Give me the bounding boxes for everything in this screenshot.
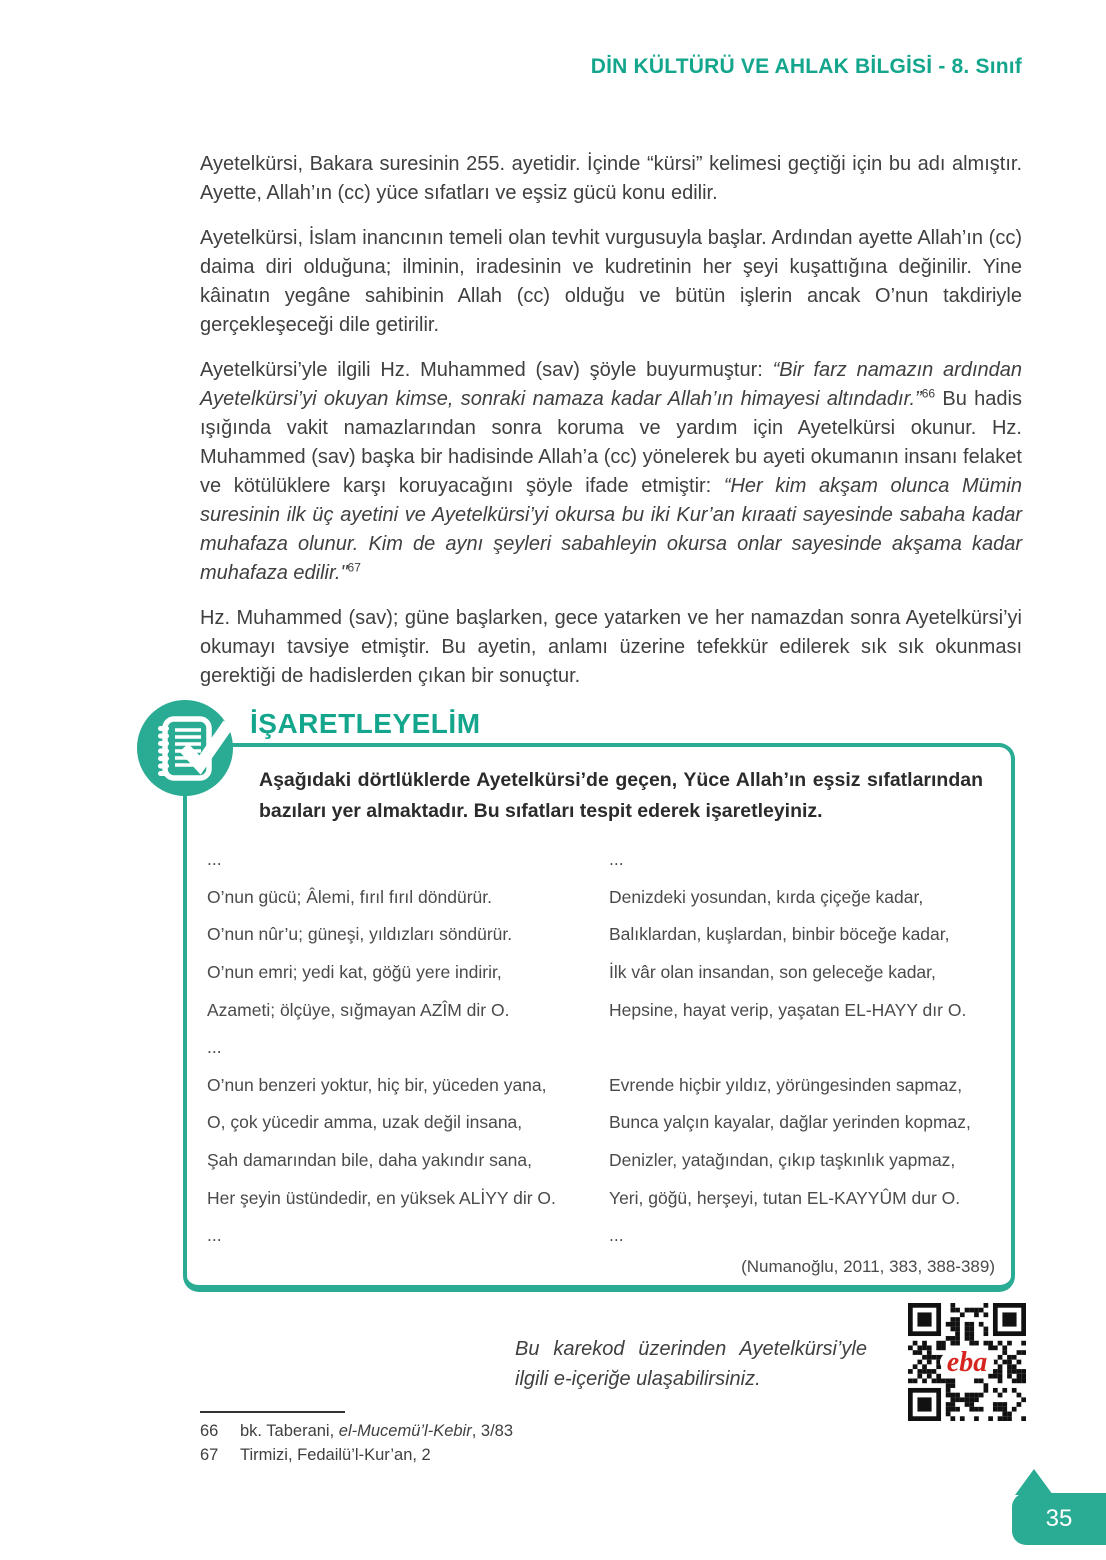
poem-line: ... (207, 849, 222, 870)
poem-line: Denizdeki yosundan, kırda çiçeğe kadar, (609, 886, 924, 907)
paragraph-3 (200, 356, 1022, 588)
activity-section (137, 700, 1015, 1292)
activity-title: İŞARETLEYELİM (250, 708, 481, 739)
qr-code (908, 1303, 1026, 1421)
page-number: 35 (1045, 1505, 1073, 1532)
footnotes (200, 1419, 513, 1467)
eba-logo: eba (946, 1347, 988, 1378)
poem-line: Balıklardan, kuşlardan, binbir böceğe kadar, (609, 924, 950, 945)
poem-line: Şah damarından bile, daha yakındır sana, (207, 1150, 532, 1171)
poem-line: O, çok yücedir amma, uzak değil insana, (207, 1112, 523, 1133)
paragraph-3-middle: Bu hadis ışığında vakit namazlarından sonra koruma ve yardım için Ayetelkürsi okunur. Hz. Muhammed (sav) başka bir hadisinde Allah’a (cc) yönelerek bu ayeti okumanın insanı felaket ve kötülüklere karşı koruyacağını şöyle ifade etmiştir: (200, 388, 1022, 497)
poem-line: Yeri, göğü, herşeyi, tutan EL-KAYYÛM dur O. (609, 1187, 961, 1208)
poem-line: Denizler, yatağından, çıkıp taşkınlık yapmaz, (609, 1150, 956, 1171)
activity-box (183, 743, 1015, 1292)
poem-column-left (207, 841, 609, 1255)
poem-line: O’nun emri; yedi kat, göğü yere indirir, (207, 962, 502, 983)
footnote-divider (200, 1411, 345, 1413)
footnote-66-source: el-Mucemü’l-Kebir (338, 1422, 472, 1440)
poem-citation: (Numanoğlu, 2011, 383, 388-389) (741, 1257, 995, 1276)
poem-line: ... (609, 1225, 624, 1246)
activity-instruction: Aşağıdaki dörtlüklerde Ayetelkürsi’de geçen, Yüce Allah’ın eşsiz sıfatlarından bazıları yer almaktadır. Bu sıfatları tespit ederek işaretleyiniz. (259, 769, 983, 822)
poem-line (609, 1029, 1011, 1067)
paragraph-1: Ayetelkürsi, Bakara suresinin 255. ayetidir. İçinde “kürsi” kelimesi geçtiği için bu adı almıştır. Ayette, Allah’ın (cc) yüce sıfatları ve eşsiz gücü konu edilir. (200, 153, 1022, 204)
footnote-67-text: Tirmizi, Fedailü’l-Kur’an, 2 (240, 1446, 431, 1464)
footnote-66-pages: , 3/83 (471, 1422, 514, 1440)
hadith-quote-2: “Her kim akşam olunca Mümin suresinin ilk üç ayetini ve Ayetelkürsi’yi okursa bu iki Kur’an kıraati sayesinde sabaha kadar muhafaza olunur. Kim de aynı şeyleri sabahleyin okursa onlar sayesinde akşama kadar muhafaza edilir." (200, 475, 1022, 584)
poem-line: Bunca yalçın kayalar, dağlar yerinden kopmaz, (609, 1112, 971, 1133)
poem-line: ... (609, 849, 624, 870)
paragraph-3-intro: Ayetelkürsi’yle ilgili Hz. Muhammed (sav) şöyle buyurmuştur: (200, 359, 773, 381)
footnote-66 (200, 1419, 513, 1443)
poem-line: ... (207, 1225, 222, 1246)
poem-line: Evrende hiçbir yıldız, yörüngesinden sapmaz, (609, 1074, 963, 1095)
poem-line: ... (207, 1037, 222, 1058)
footnote-67-number: 67 (200, 1446, 219, 1464)
footnote-ref-67: 67 (347, 560, 361, 575)
hadith-quote-1: “Bir farz namazın ardından Ayetelkürsi’yi okuyan kimse, sonraki namaza kadar Allah’ın himayesi altındadır.” (200, 359, 1022, 410)
paragraph-2: Ayetelkürsi, İslam inancının temeli olan tevhit vurgusuyla başlar. Ardından ayette Allah’ın (cc) daima diri olduğuna; ilminin, iradesinin ve kudretinin her şeyi kuşattığına değinilir. Yine kâinatın yegâne sahibinin Allah (cc) olduğu ve bütün işlerin ancak O’nun takdiriyle gerçekleşeceği dile getirilir. (200, 227, 1022, 336)
poem-line: İlk vâr olan insandan, son geleceğe kadar, (609, 962, 936, 983)
body-text (200, 150, 1022, 707)
footnote-ref-66: 66 (921, 386, 936, 401)
poem-line: O’nun gücü; Âlemi, fırıl fırıl döndürür. (207, 886, 492, 907)
poem-line: Hepsine, hayat verip, yaşatan EL-HAYY dır O. (609, 999, 967, 1020)
poem-columns (207, 841, 1011, 1255)
poem-line: O’nun benzeri yoktur, hiç bir, yüceden yana, (207, 1074, 547, 1095)
qr-caption: Bu karekod üzerinden Ayetelkürsi’yle ilgili e-içeriğe ulaşabilirsiniz. (515, 1338, 867, 1390)
paragraph-4: Hz. Muhammed (sav); güne başlarken, gece yatarken ve her namazdan sonra Ayetelkürsi’yi okumayı tavsiye etmiştir. Bu ayetin, anlamı üzerine tefekkür edilerek sık sık okunması gerektiği de hadislerden çıkan bir sonuçtur. (200, 607, 1022, 687)
page-number-tab (1012, 1493, 1106, 1545)
poem-column-right (609, 841, 1011, 1255)
poem-line: Azameti; ölçüye, sığmayan AZÎM dir O. (207, 999, 510, 1020)
poem-line: Her şeyin üstündedir, en yüksek ALİYY dir O. (207, 1187, 556, 1208)
footnote-66-number: 66 (200, 1422, 219, 1440)
page-header-title: DİN KÜLTÜRÜ VE AHLAK BİLGİSİ - 8. Sınıf (590, 55, 1022, 78)
footnote-67 (200, 1443, 513, 1467)
footnote-66-text: bk. Taberani, (240, 1422, 339, 1440)
poem-line: O’nun nûr’u; güneşi, yıldızları söndürür. (207, 924, 513, 945)
checklist-icon (137, 700, 233, 796)
page-tab-peak-icon (1015, 1469, 1053, 1495)
